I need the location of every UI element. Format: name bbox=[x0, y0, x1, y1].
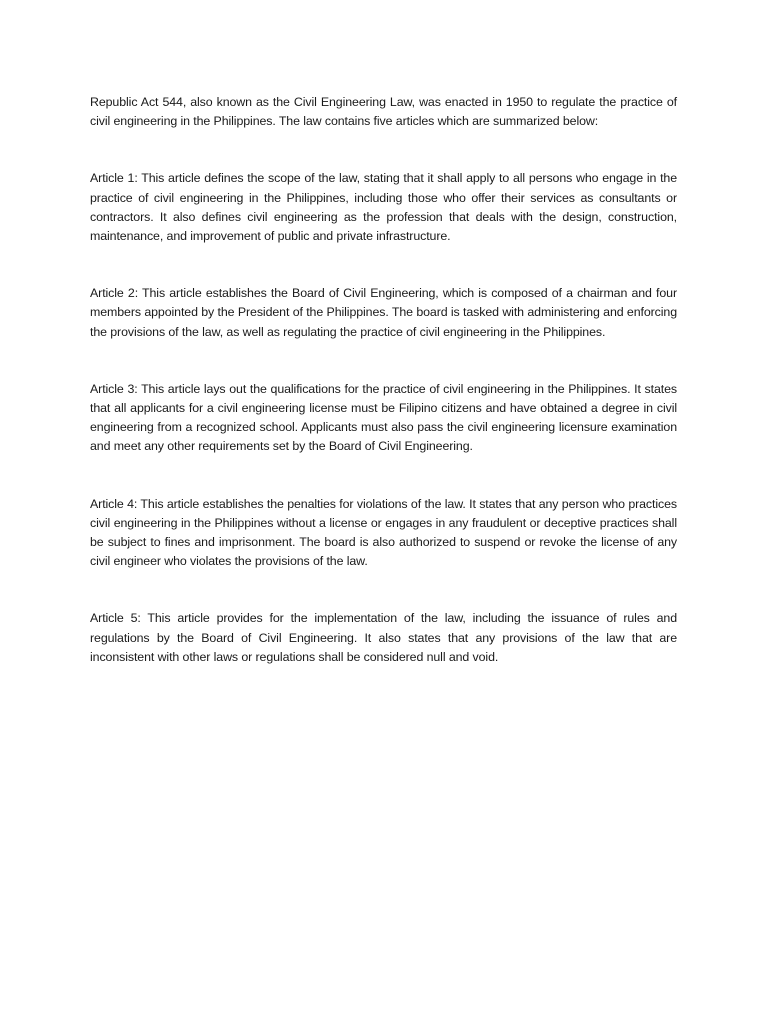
document-body bbox=[90, 93, 677, 667]
intro-paragraph: Republic Act 544, also known as the Civil Engineering Law, was enacted in 1950 to regulate the practice of civil engineering in the Philippines. The law contains five articles which are summarized below: bbox=[90, 95, 677, 129]
article-4-paragraph: Article 4: This article establishes the penalties for violations of the law. It states that any person who practices civil engineering in the Philippines without a license or engages in any fraudulent or deceptive practices shall be subject to fines and imprisonment. The board is also authorized to suspend or revoke the license of any civil engineer who violates the provisions of the law. bbox=[90, 496, 677, 569]
article-5-paragraph: Article 5: This article provides for the implementation of the law, including the issuance of rules and regulations by the Board of Civil Engineering. It also states that any provisions of the law that are inconsistent with other laws or regulations shall be considered null and void. bbox=[90, 611, 677, 664]
article-3-paragraph: Article 3: This article lays out the qualifications for the practice of civil engineering in the Philippines. It states that all applicants for a civil engineering license must be Filipino citizens and have obtained a degree in civil engineering from a recognized school. Applicants must also pass the civil engineering licensure examination and meet any other requirements set by the Board of Civil Engineering. bbox=[90, 381, 677, 454]
article-1-paragraph: Article 1: This article defines the scope of the law, stating that it shall apply to all persons who engage in the practice of civil engineering in the Philippines, including those who offer their services as consultants or contractors. It also defines civil engineering as the profession that deals with the design, construction, maintenance, and improvement of public and private infrastructure. bbox=[90, 171, 677, 244]
article-2-paragraph: Article 2: This article establishes the Board of Civil Engineering, which is composed of a chairman and four members appointed by the President of the Philippines. The board is tasked with administering and enforcing the provisions of the law, as well as regulating the practice of civil engineering in the Philippines. bbox=[90, 286, 677, 339]
